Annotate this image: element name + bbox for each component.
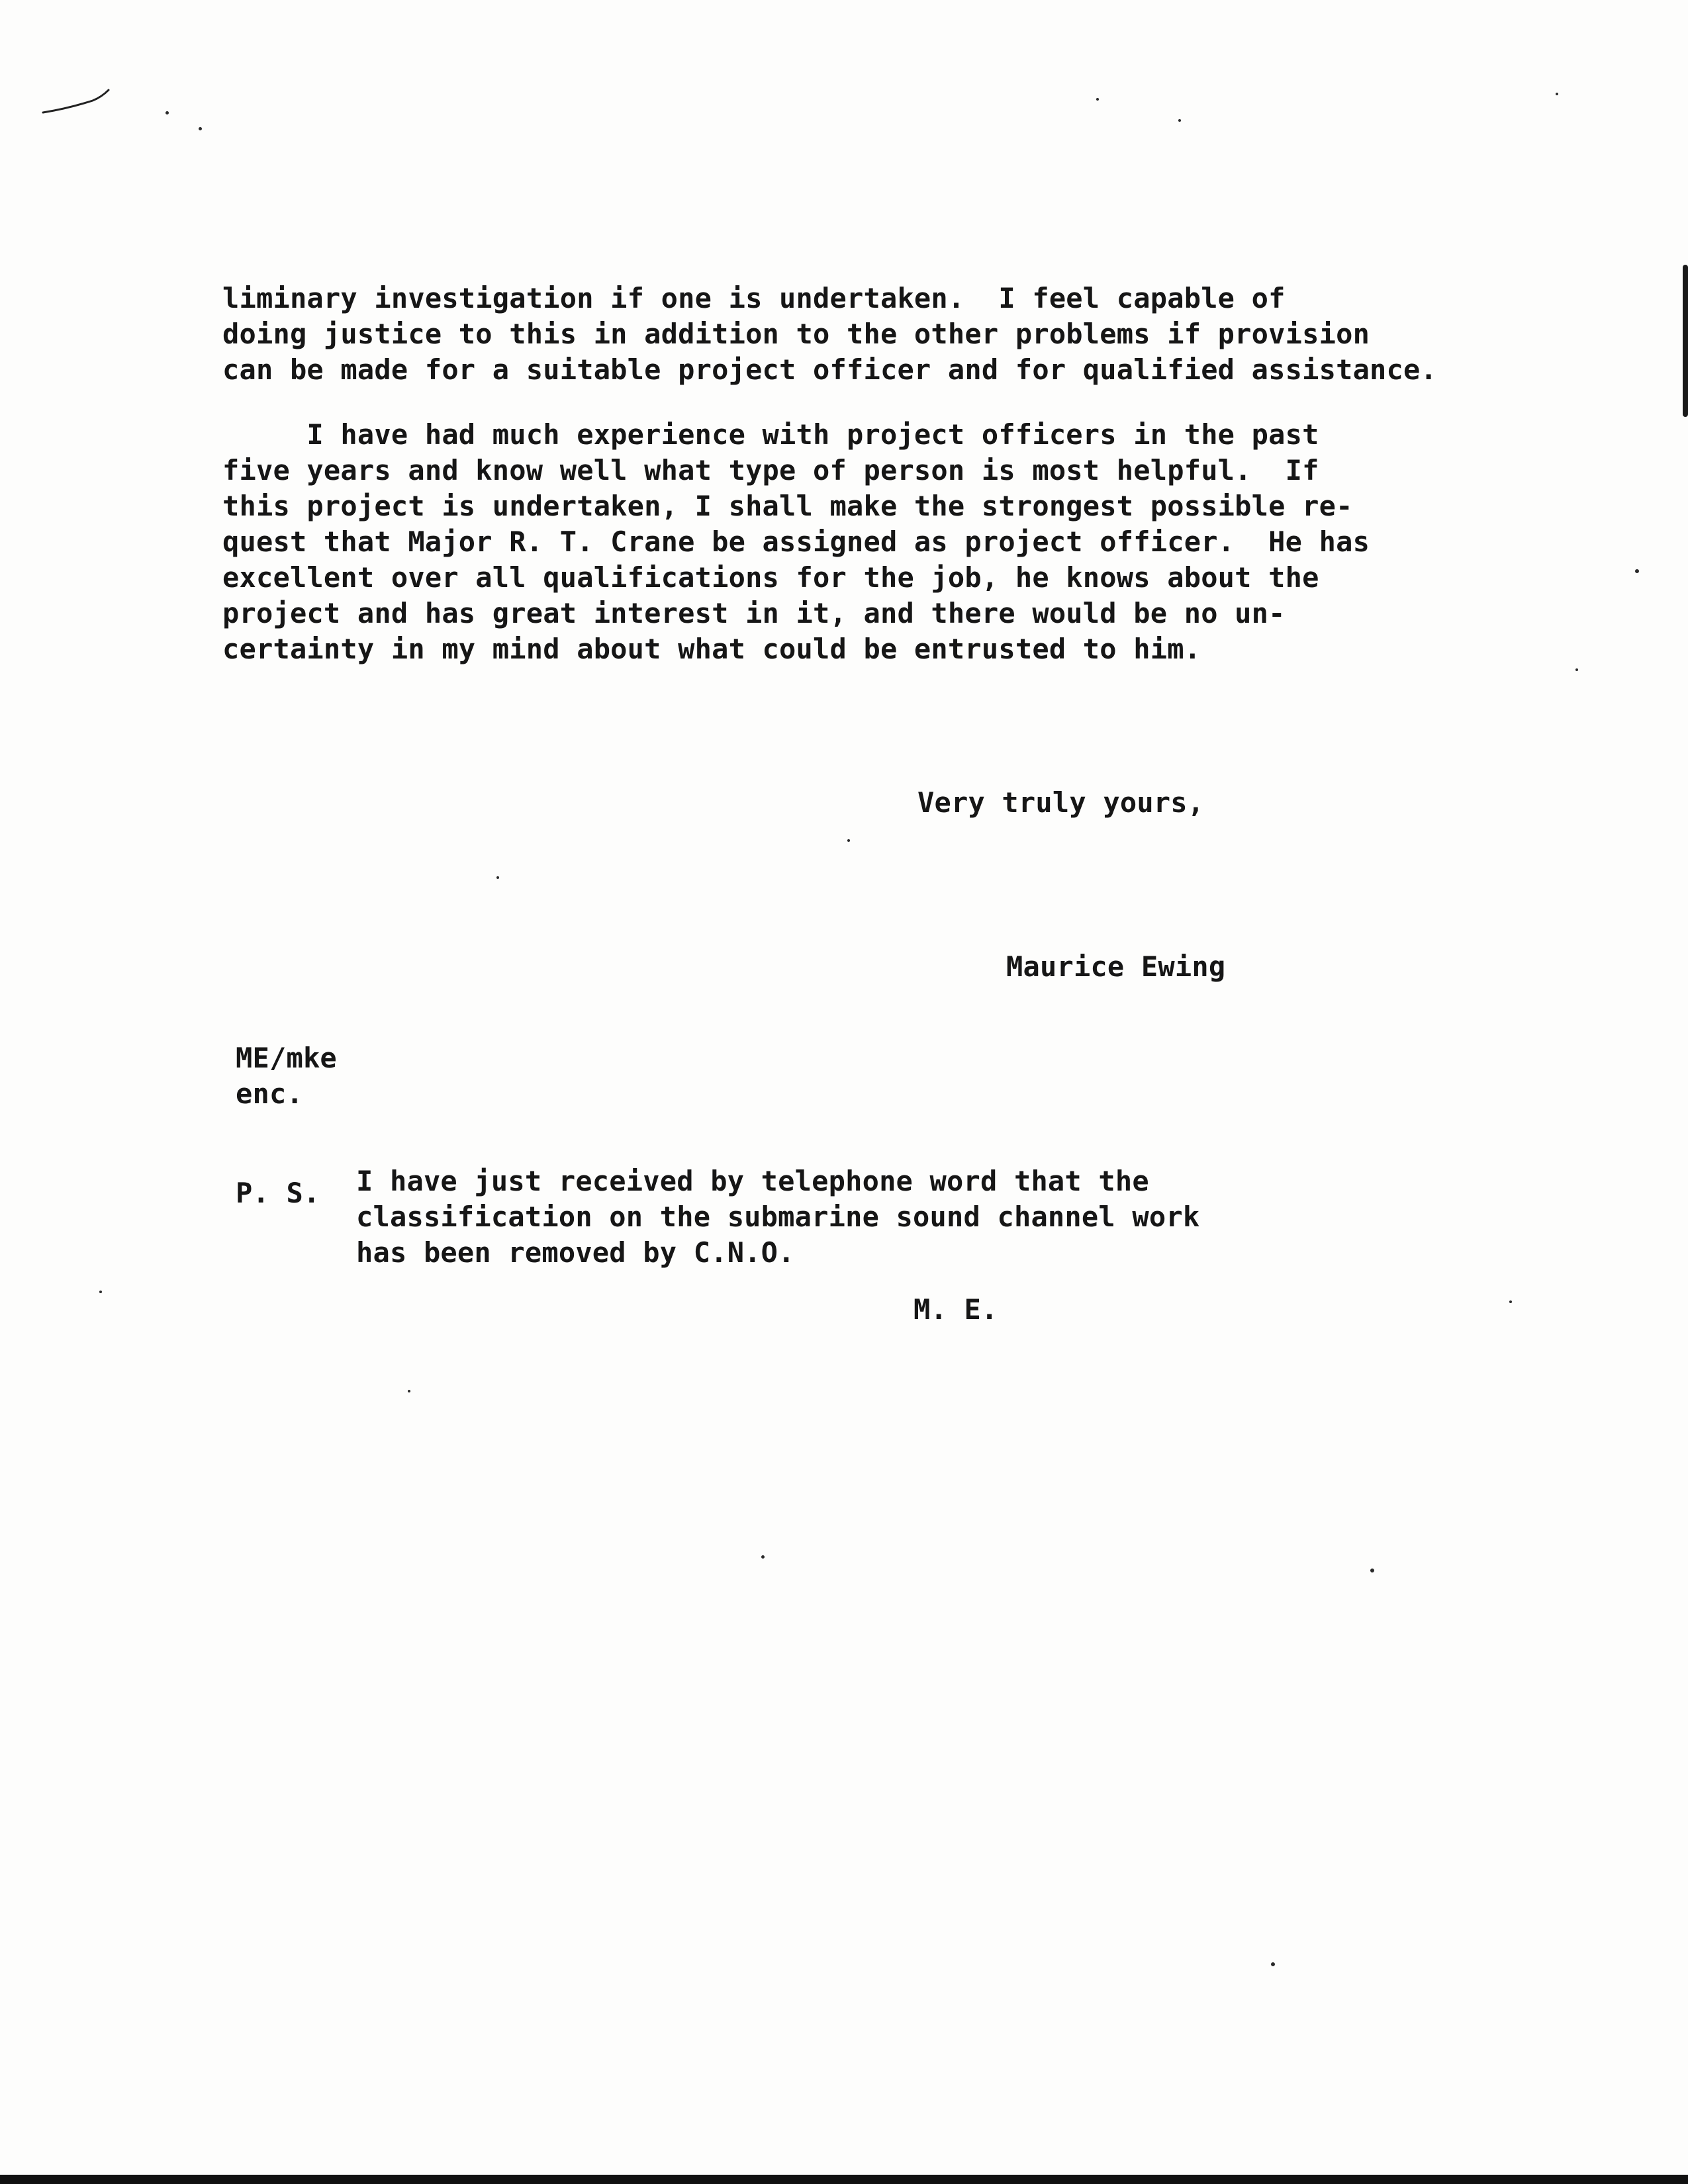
scan-speck xyxy=(1575,668,1578,671)
paragraph-2-line-7: certainty in my mind about what could be entrusted to him. xyxy=(222,633,1201,665)
scan-speck xyxy=(1271,1962,1275,1966)
postscript-label: P. S. xyxy=(236,1177,320,1209)
scan-speck xyxy=(1635,569,1639,573)
scan-speck xyxy=(496,876,499,879)
scan-speck xyxy=(1556,93,1558,95)
scan-speck xyxy=(1509,1300,1512,1303)
scan-speck xyxy=(1096,98,1099,101)
scan-speck xyxy=(99,1291,102,1293)
paragraph-2-line-4: quest that Major R. T. Crane be assigned as project officer. He has xyxy=(222,525,1370,558)
paragraph-1-line-3: can be made for a suitable project officer and for qualified assistance. xyxy=(222,353,1438,386)
postscript-initials: M. E. xyxy=(914,1293,998,1326)
paragraph-2-line-1: I have had much experience with project officers in the past xyxy=(222,418,1319,451)
scan-speck xyxy=(165,111,169,114)
scan-speck xyxy=(761,1555,765,1559)
paragraph-2-line-6: project and has great interest in it, and there would be no un- xyxy=(222,597,1286,629)
enclosure-note: enc. xyxy=(236,1077,303,1110)
scan-speck xyxy=(199,127,202,130)
page-edge-shadow xyxy=(1683,265,1688,417)
paragraph-2-line-5: excellent over all qualifications for the job, he knows about the xyxy=(222,561,1319,594)
scan-speck xyxy=(1370,1569,1374,1572)
postscript-line-2: classification on the submarine sound channel work xyxy=(356,1201,1200,1233)
scan-speck xyxy=(847,839,850,842)
pen-mark-icon xyxy=(40,86,113,119)
closing: Very truly yours, xyxy=(917,786,1205,819)
scan-speck xyxy=(408,1390,410,1392)
paragraph-1-line-1: liminary investigation if one is undertaken. I feel capable of xyxy=(222,282,1286,314)
postscript-line-3: has been removed by C.N.O. xyxy=(356,1236,795,1269)
signature-name: Maurice Ewing xyxy=(1006,950,1226,983)
scan-bottom-edge xyxy=(0,2175,1688,2184)
paragraph-1-line-2: doing justice to this in addition to the other problems if provision xyxy=(222,318,1370,350)
postscript-line-1: I have just received by telephone word that the xyxy=(356,1165,1149,1197)
reference-initials: ME/mke xyxy=(236,1042,337,1074)
paragraph-2-line-3: this project is undertaken, I shall make the strongest possible re- xyxy=(222,490,1353,522)
scan-speck xyxy=(1178,119,1181,122)
paragraph-2-line-2: five years and know well what type of person is most helpful. If xyxy=(222,454,1319,486)
